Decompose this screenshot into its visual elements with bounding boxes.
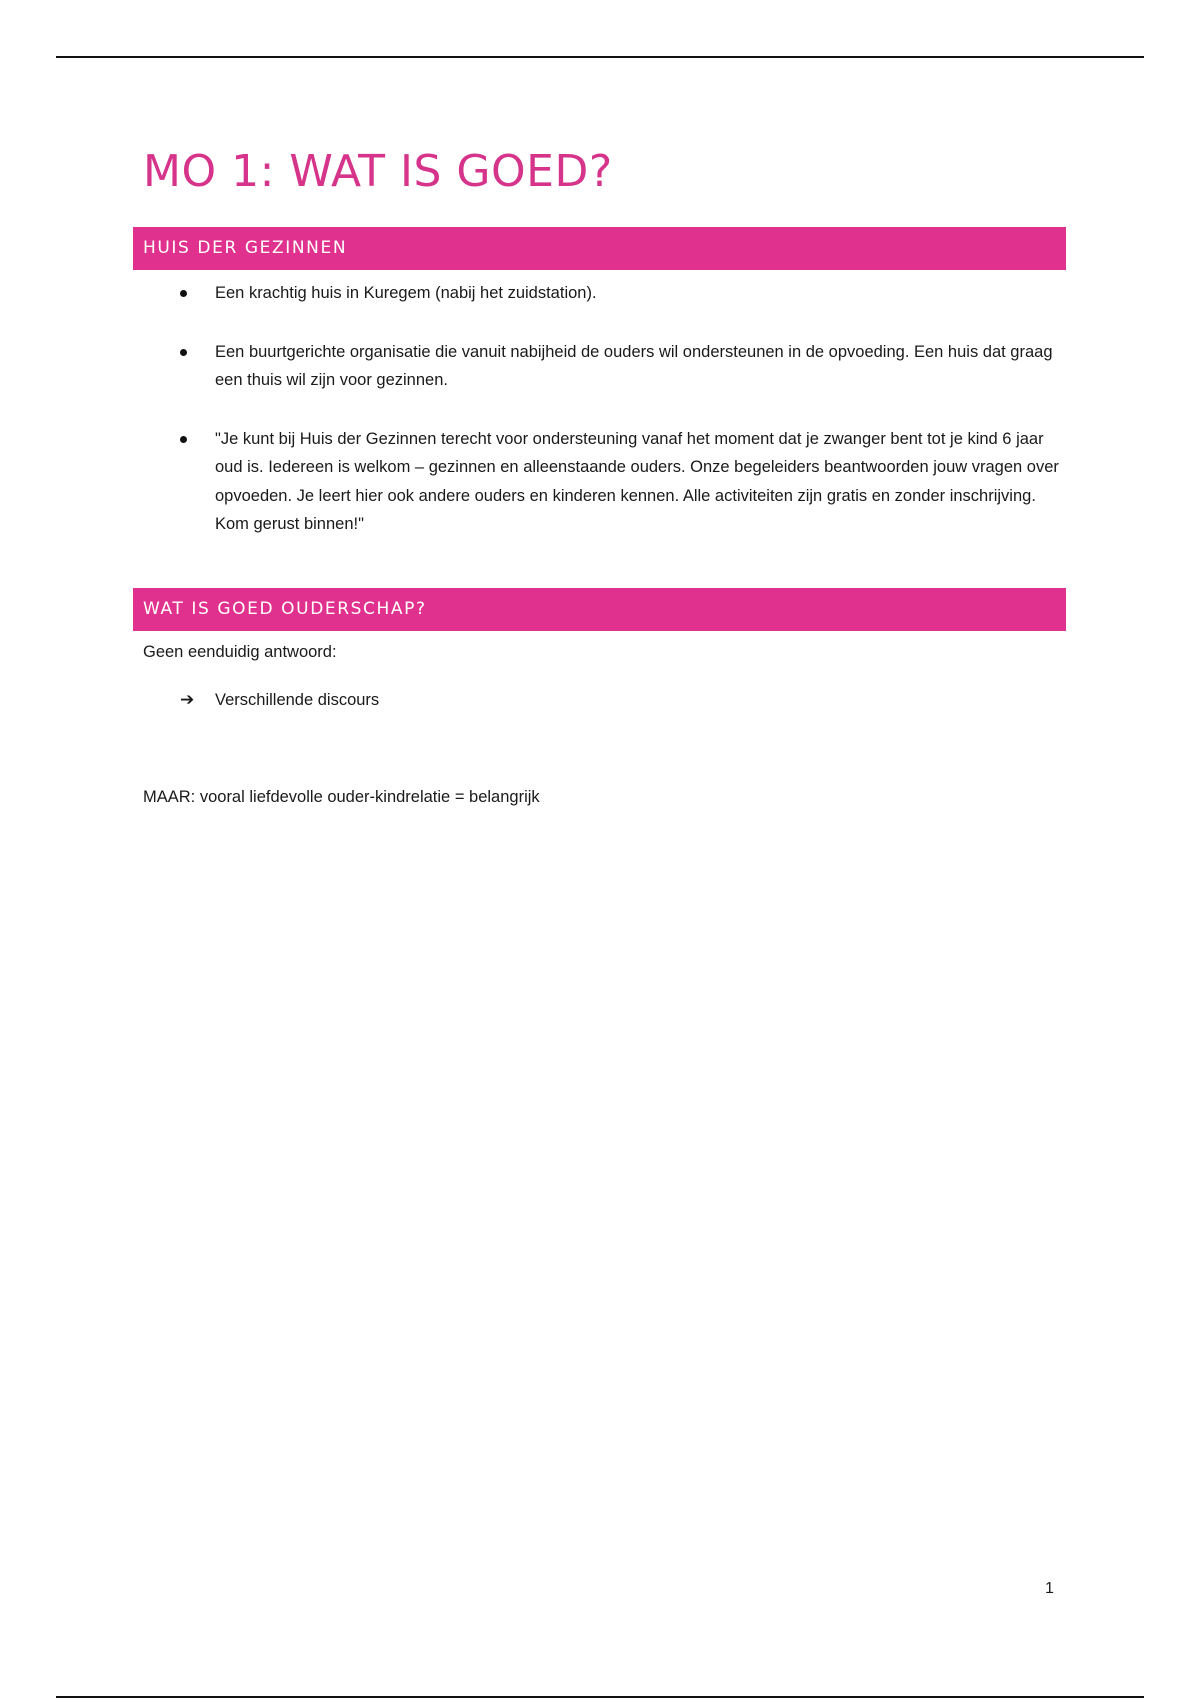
page-title: MO 1: WAT IS GOED? bbox=[143, 146, 613, 197]
section-heading-wat-is-goed-ouderschap: WAT IS GOED OUDERSCHAP? bbox=[133, 588, 1066, 631]
intro-text: Geen eenduidig antwoord: bbox=[143, 643, 337, 661]
bullet-dot-icon bbox=[180, 436, 187, 443]
list-item bbox=[133, 279, 1073, 308]
list-item-text: "Je kunt bij Huis der Gezinnen terecht voor ondersteuning vanaf het moment dat je zwanger bent tot je kind 6 jaar oud is. Iedereen is welkom – gezinnen en alleenstaande ouders. Onze begeleiders beantwoorden jouw vragen over opvoeden. Je leert hier ook andere ouders en kinderen kennen. Alle activiteiten zijn gratis en zonder inschrijving. Kom gerust binnen!" bbox=[215, 429, 1059, 533]
bullet-dot-icon bbox=[180, 290, 187, 297]
list-item bbox=[133, 338, 1073, 395]
section-heading-huis-der-gezinnen: HUIS DER GEZINNEN bbox=[133, 227, 1066, 270]
bullet-dot-icon bbox=[180, 349, 187, 356]
arrow-item-text: Verschillende discours bbox=[215, 691, 380, 709]
arrow-list-item bbox=[180, 686, 379, 714]
bullet-list bbox=[133, 279, 1073, 569]
note-text: MAAR: vooral liefdevolle ouder-kindrelatie = belangrijk bbox=[143, 788, 540, 806]
list-item-text: Een krachtig huis in Kuregem (nabij het zuidstation). bbox=[215, 284, 597, 302]
arrow-right-icon: ➔ bbox=[180, 690, 195, 710]
top-rule bbox=[56, 56, 1144, 58]
bottom-rule bbox=[56, 1696, 1144, 1698]
list-item bbox=[133, 425, 1073, 539]
page-number: 1 bbox=[1045, 1580, 1054, 1597]
list-item-text: Een buurtgerichte organisatie die vanuit nabijheid de ouders wil ondersteunen in de opvoeding. Een huis dat graag een thuis wil zijn voor gezinnen. bbox=[215, 342, 1053, 389]
